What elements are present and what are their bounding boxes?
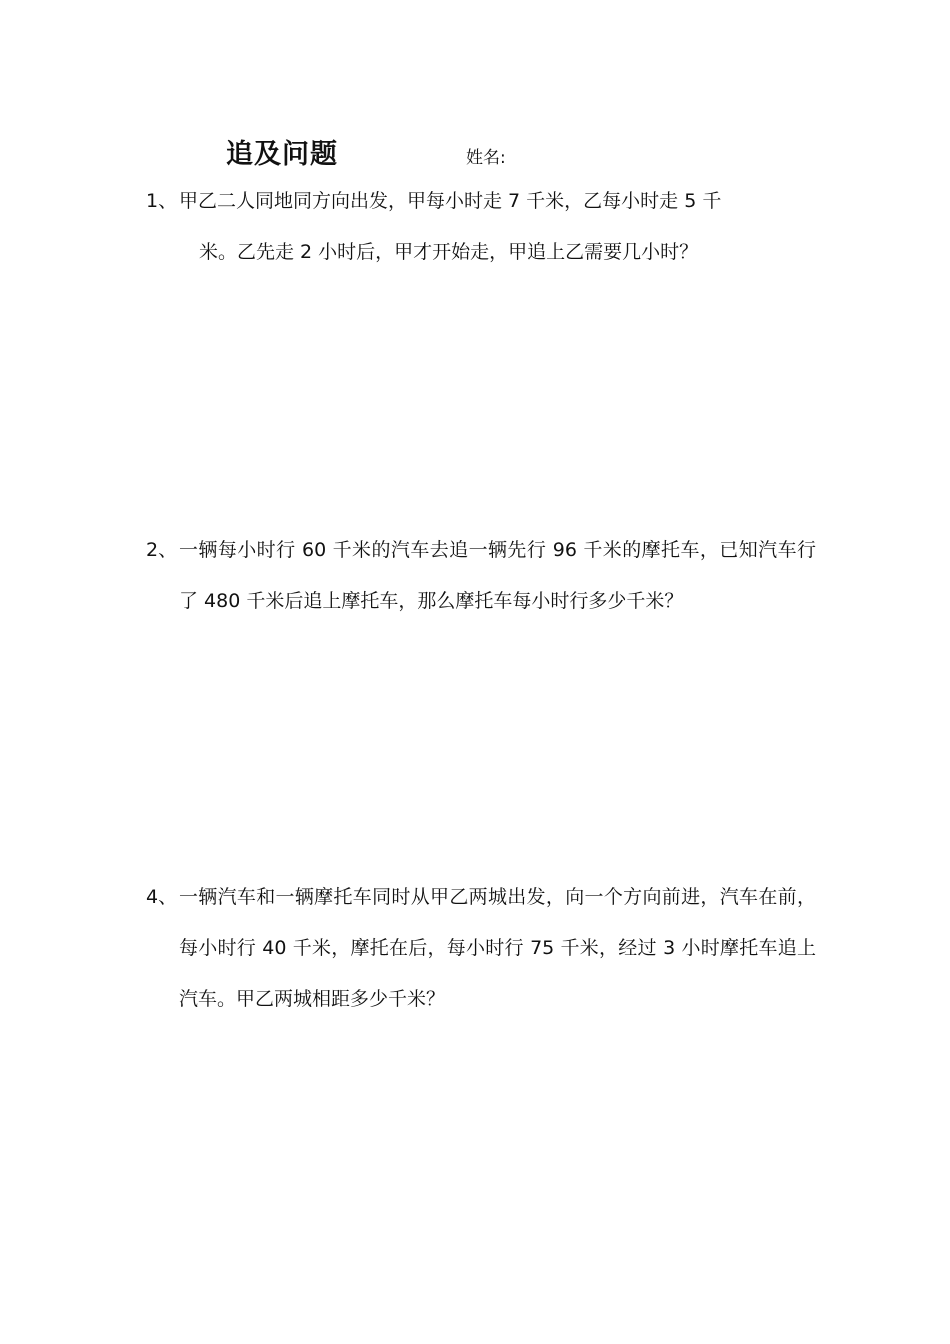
question-2 — [146, 525, 816, 627]
question-4 — [146, 872, 816, 1025]
question-number: 4、 — [146, 886, 178, 908]
question-number: 1、 — [146, 190, 178, 212]
question-text-line2: 米。乙先走 2 小时后，甲才开始走，甲追上乙需要几小时？ — [199, 241, 699, 263]
question-text: 一辆每小时行 60 千米的汽车去追一辆先行 96 千米的摩托车，已知汽车行了 480 千米后追上摩托车，那么摩托车每小时行多少千米？ — [179, 539, 816, 612]
question-text-line1: 甲乙二人同地同方向出发，甲每小时走 7 千米，乙每小时走 5 千 — [179, 190, 722, 212]
question-number: 2、 — [146, 539, 178, 561]
name-label: 姓名: — [466, 148, 506, 168]
question-text: 一辆汽车和一辆摩托车同时从甲乙两城出发，向一个方向前进，汽车在前，每小时行 40 千米，摩托在后，每小时行 75 千米，经过 3 小时摩托车追上汽车。甲乙两城相距多少千米？ — [179, 886, 816, 1010]
page-title: 追及问题 — [226, 139, 338, 170]
question-1 — [146, 176, 816, 278]
worksheet-header — [0, 132, 950, 172]
